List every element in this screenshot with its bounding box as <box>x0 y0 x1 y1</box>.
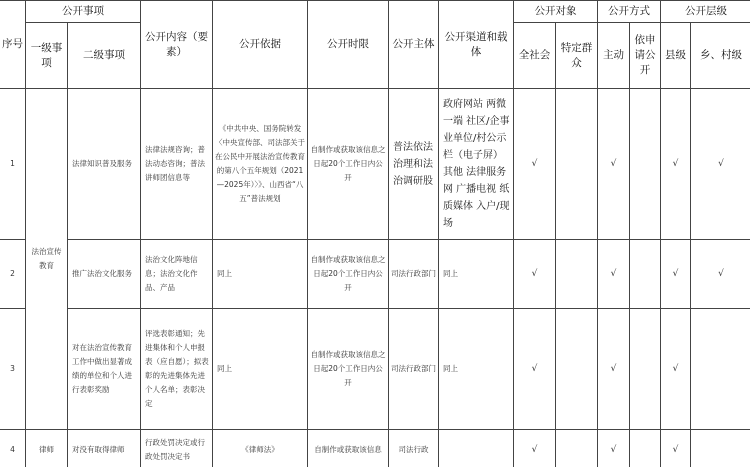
header-on-request: 依申请公开 <box>630 23 661 89</box>
header-specific-group: 特定群众 <box>556 23 598 89</box>
row-channel: 同上 <box>439 240 514 309</box>
row-level2: 对没有取得律师 <box>68 430 141 467</box>
header-content: 公开内容（要素） <box>141 1 213 89</box>
header-basis: 公开依据 <box>213 1 308 89</box>
check-specific-group <box>556 309 598 430</box>
row-level2: 对在法治宣传教育工作中做出显著成绩的单位和个人进行表彰奖励 <box>68 309 141 430</box>
table-row <box>0 240 750 309</box>
header-level-group: 公开层级 <box>661 1 750 23</box>
header-level1: 一级事项 <box>26 23 68 89</box>
table-row <box>0 89 750 240</box>
check-township: √ <box>691 240 750 309</box>
row-subject: 司法行政部门 <box>389 309 439 430</box>
check-whole-society: √ <box>514 89 556 240</box>
row-basis: 同上 <box>213 309 308 430</box>
header-county: 县级 <box>661 23 691 89</box>
check-active: √ <box>598 430 630 467</box>
header-channel: 公开渠道和载体 <box>439 1 514 89</box>
row-level2: 推广法治文化服务 <box>68 240 141 309</box>
header-active: 主动 <box>598 23 630 89</box>
row-timelimit: 自制作或获取该信息之日起20个工作日内公开 <box>308 309 389 430</box>
row-content: 法治文化阵地信息；法治文化作品、产品 <box>141 240 213 309</box>
row-channel: 同上 <box>439 309 514 430</box>
row-seq: 4 <box>0 430 26 467</box>
row-subject: 司法行政部门 <box>389 240 439 309</box>
check-whole-society: √ <box>514 309 556 430</box>
check-township <box>691 430 750 467</box>
check-specific-group <box>556 430 598 467</box>
check-township <box>691 309 750 430</box>
header-target-group: 公开对象 <box>514 1 598 23</box>
row-timelimit: 自制作或获取该信息 <box>308 430 389 467</box>
check-county: √ <box>661 89 691 240</box>
check-active: √ <box>598 89 630 240</box>
row-seq: 3 <box>0 309 26 430</box>
row-level1: 法治宣传教育 <box>26 89 68 430</box>
row-basis: 《律师法》 <box>213 430 308 467</box>
header-subject: 公开主体 <box>389 1 439 89</box>
row-content: 行政处罚决定或行政处罚决定书 <box>141 430 213 467</box>
row-seq: 1 <box>0 89 26 240</box>
check-whole-society: √ <box>514 430 556 467</box>
check-county: √ <box>661 240 691 309</box>
check-on-request <box>630 240 661 309</box>
row-level2: 法律知识普及服务 <box>68 89 141 240</box>
check-specific-group <box>556 89 598 240</box>
header-method-group: 公开方式 <box>598 1 661 23</box>
table-row <box>0 309 750 430</box>
row-basis: 《中共中央、国务院转发〈中央宣传部、司法部关于在公民中开展法治宣传教育的第八个五年规划（2021—2025年）〉》、山西省“八五”普法规划 <box>213 89 308 240</box>
check-active: √ <box>598 309 630 430</box>
header-township: 乡、村级 <box>691 23 750 89</box>
check-county: √ <box>661 430 691 467</box>
check-on-request <box>630 309 661 430</box>
check-township: √ <box>691 89 750 240</box>
row-subject: 司法行政 <box>389 430 439 467</box>
check-specific-group <box>556 240 598 309</box>
table-row <box>0 430 750 467</box>
header-seq: 序号 <box>0 1 26 89</box>
check-active: √ <box>598 240 630 309</box>
row-channel <box>439 430 514 467</box>
row-timelimit: 自制作或获取该信息之日起20个工作日内公开 <box>308 240 389 309</box>
row-seq: 2 <box>0 240 26 309</box>
check-whole-society: √ <box>514 240 556 309</box>
row-content: 法律法规咨询；普法动态咨询；普法讲师团信息等 <box>141 89 213 240</box>
row-timelimit: 自制作或获取该信息之日起20个工作日内公开 <box>308 89 389 240</box>
header-matter-group: 公开事项 <box>26 1 141 23</box>
row-content: 评选表彰通知；先进集体和个人申报表（应自愿）；拟表彰的先进集体先进个人名单；表彰决定 <box>141 309 213 430</box>
check-county: √ <box>661 309 691 430</box>
header-level2: 二级事项 <box>68 23 141 89</box>
header-row-1 <box>0 1 750 23</box>
header-timelimit: 公开时限 <box>308 1 389 89</box>
header-whole-society: 全社会 <box>514 23 556 89</box>
row-level1: 律师 <box>26 430 68 467</box>
row-basis: 同上 <box>213 240 308 309</box>
row-channel: 政府网站 两微一端 社区/企事业单位/村公示栏（电子屏）其他 法律服务网 广播电视 纸质媒体 入户/现场 <box>439 89 514 240</box>
row-subject: 普法依法治理和法治调研股 <box>389 89 439 240</box>
check-on-request <box>630 89 661 240</box>
check-on-request <box>630 430 661 467</box>
